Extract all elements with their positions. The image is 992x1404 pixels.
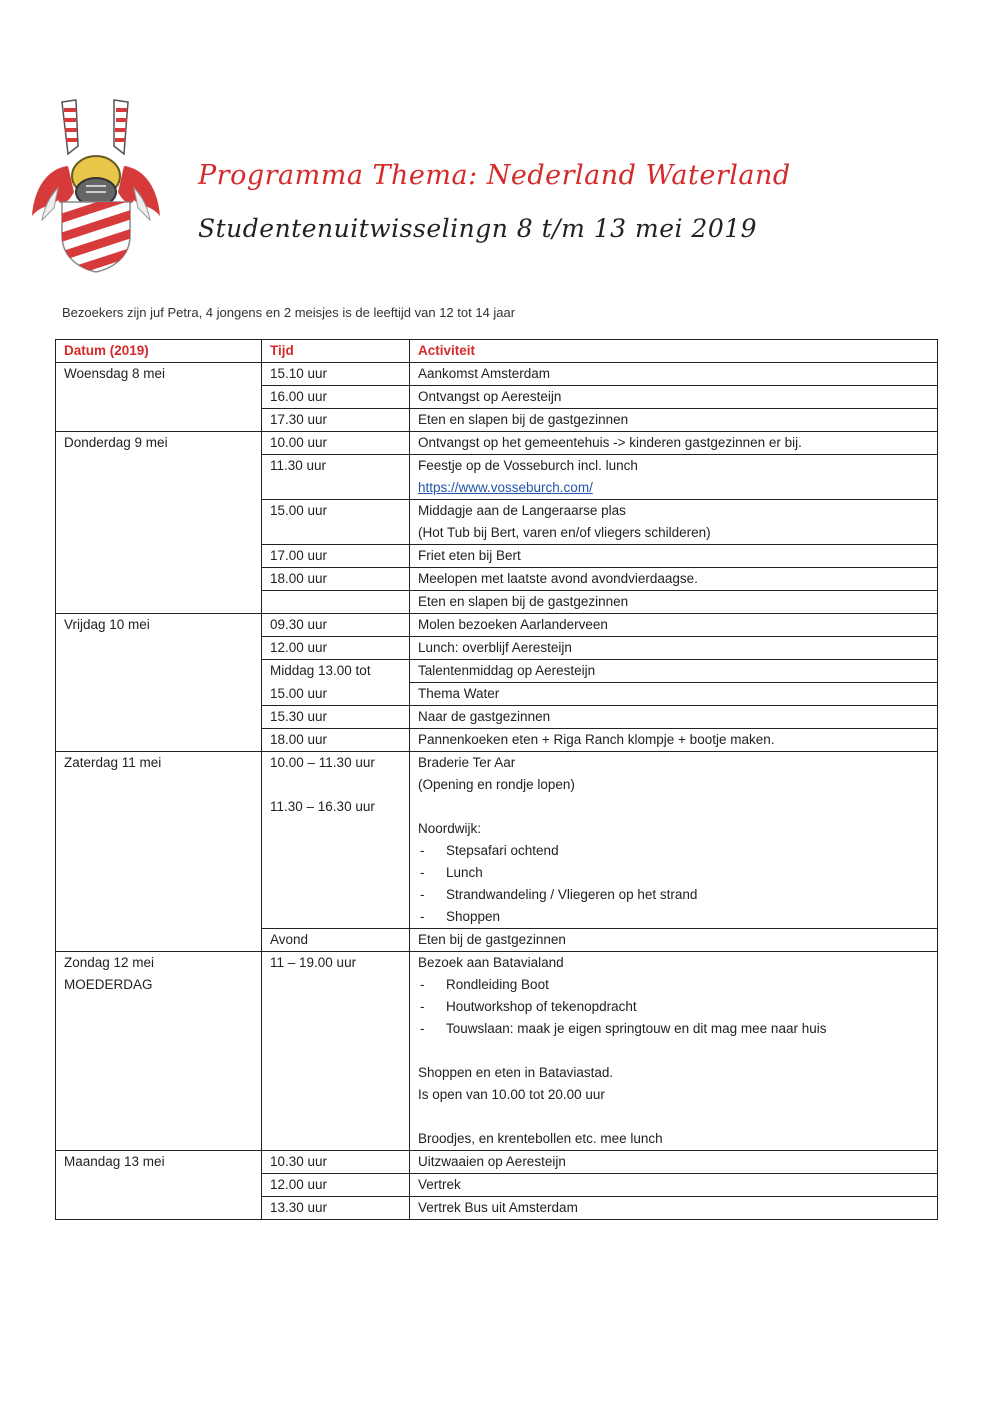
time-text: 15.00 uur: [270, 503, 328, 518]
date-text: Woensdag 8 mei: [64, 366, 166, 381]
date-text: Zondag 12 mei: [64, 955, 155, 970]
date-cell: [56, 952, 262, 1151]
time-cell: [262, 660, 410, 683]
bullet-item: - Touwslaan: maak je eigen springtouw en dit mag mee naar huis: [418, 1018, 929, 1040]
spacer: [270, 591, 401, 613]
spacer: [418, 796, 929, 818]
time-text: 10.00 uur: [270, 435, 328, 450]
activity-text: Thema Water: [418, 686, 500, 701]
activity-text: Noordwijk:: [418, 821, 482, 836]
activity-text: Ontvangst op het gemeentehuis -> kinderen gastgezinnen er bij.: [418, 435, 802, 450]
activity-cell: [410, 952, 938, 1151]
time-text: 15.30 uur: [270, 709, 328, 724]
time-cell: [262, 1151, 410, 1174]
activity-cell: [410, 683, 938, 706]
activity-cell: [410, 432, 938, 455]
time-text: Middag 13.00 tot: [270, 663, 371, 678]
bullet-item: - Houtworkshop of tekenopdracht: [418, 996, 929, 1018]
time-cell: [262, 929, 410, 952]
time-cell: [262, 706, 410, 729]
time-text: 12.00 uur: [270, 1177, 328, 1192]
activity-text: Is open van 10.00 tot 20.00 uur: [418, 1087, 605, 1102]
time-text: 13.30 uur: [270, 1200, 328, 1215]
time-text: 10.30 uur: [270, 1154, 328, 1169]
time-text: 11 – 19.00 uur: [270, 955, 357, 970]
activity-cell: [410, 455, 938, 500]
activity-text: Eten bij de gastgezinnen: [418, 932, 566, 947]
activity-cell: [410, 706, 938, 729]
table-row: [56, 432, 938, 455]
activity-text: Vertrek Bus uit Amsterdam: [418, 1200, 578, 1215]
heraldic-crest-logo: [28, 96, 164, 274]
program-title: Programma Thema: Nederland Waterland: [198, 160, 791, 191]
activity-text: Bezoek aan Batavialand: [418, 955, 564, 970]
activity-text: Vertrek: [418, 1177, 461, 1192]
table-row: [56, 952, 938, 1151]
time-text: 10.00 – 11.30 uur: [270, 755, 375, 770]
time-cell: [262, 500, 410, 545]
activity-cell: [410, 929, 938, 952]
time-cell: [262, 729, 410, 752]
spacer: [270, 774, 401, 796]
time-cell: [262, 1174, 410, 1197]
activity-text: Molen bezoeken Aarlanderveen: [418, 617, 608, 632]
time-cell: [262, 432, 410, 455]
activity-cell: [410, 1151, 938, 1174]
time-text: 17.00 uur: [270, 548, 328, 563]
time-cell: [262, 545, 410, 568]
time-text: 16.00 uur: [270, 389, 328, 404]
activity-text: Eten en slapen bij de gastgezinnen: [418, 594, 629, 609]
time-text: 18.00 uur: [270, 571, 328, 586]
bullet-item: - Lunch: [418, 862, 929, 884]
date-text: Maandag 13 mei: [64, 1154, 165, 1169]
activity-cell: [410, 1197, 938, 1220]
time-cell: [262, 455, 410, 500]
time-text: 18.00 uur: [270, 732, 328, 747]
activity-text: Pannenkoeken eten + Riga Ranch klompje + bootje maken.: [418, 732, 775, 747]
time-cell: [262, 614, 410, 637]
time-cell: [262, 683, 410, 706]
schedule-table: [55, 339, 938, 1220]
date-cell: [56, 614, 262, 752]
time-text: 15.10 uur: [270, 366, 328, 381]
time-text: 12.00 uur: [270, 640, 328, 655]
program-subtitle: Studentenuitwisselingn 8 t/m 13 mei 2019: [198, 214, 758, 243]
activity-text: Friet eten bij Bert: [418, 548, 521, 563]
time-text: 11.30 – 16.30 uur: [270, 799, 375, 814]
activity-cell: [410, 729, 938, 752]
activity-text: (Opening en rondje lopen): [418, 777, 575, 792]
activity-text: Aankomst Amsterdam: [418, 366, 551, 381]
activity-text: Feestje op de Vosseburch incl. lunch: [418, 458, 638, 473]
activity-text: Shoppen en eten in Bataviastad.: [418, 1065, 614, 1080]
activity-text: Middagje aan de Langeraarse plas: [418, 503, 626, 518]
activity-cell: [410, 386, 938, 409]
activity-cell: [410, 614, 938, 637]
date-text: Donderdag 9 mei: [64, 435, 168, 450]
bullet-item: - Stepsafari ochtend: [418, 840, 929, 862]
table-row: [56, 363, 938, 386]
time-cell: [262, 1197, 410, 1220]
bullet-item: - Rondleiding Boot: [418, 974, 929, 996]
activity-text: Meelopen met laatste avond avondvierdaagse.: [418, 571, 698, 586]
spacer: [418, 1106, 929, 1128]
date-cell: [56, 1151, 262, 1220]
bullet-item: - Strandwandeling / Vliegeren op het strand: [418, 884, 929, 906]
activity-cell: [410, 1174, 938, 1197]
website-link[interactable]: https://www.vosseburch.com/: [418, 480, 593, 495]
activity-cell: [410, 500, 938, 545]
time-cell: [262, 752, 410, 929]
activity-cell: [410, 363, 938, 386]
activity-cell: [410, 660, 938, 683]
activity-text: Broodjes, en krentebollen etc. mee lunch: [418, 1131, 663, 1146]
date-cell: [56, 363, 262, 432]
activity-cell: [410, 545, 938, 568]
time-text: 09.30 uur: [270, 617, 328, 632]
spacer: [418, 1040, 929, 1062]
header-activity: Activiteit: [410, 340, 938, 363]
activity-cell: [410, 568, 938, 591]
activity-cell: [410, 591, 938, 614]
schedule-header-row: [56, 340, 938, 363]
date-cell: [56, 752, 262, 952]
date-text: MOEDERDAG: [64, 977, 153, 992]
time-cell: [262, 363, 410, 386]
activity-cell: [410, 752, 938, 929]
time-cell: [262, 409, 410, 432]
time-cell: [262, 637, 410, 660]
time-cell: [262, 591, 410, 614]
date-text: Vrijdag 10 mei: [64, 617, 150, 632]
date-text: Zaterdag 11 mei: [64, 755, 162, 770]
date-cell: [56, 432, 262, 614]
activity-text: Braderie Ter Aar: [418, 755, 516, 770]
time-text: 15.00 uur: [270, 685, 328, 701]
header-time: Tijd: [262, 340, 410, 363]
time-cell: [262, 568, 410, 591]
header-date: Datum (2019): [56, 340, 262, 363]
activity-cell: [410, 637, 938, 660]
activity-text: Naar de gastgezinnen: [418, 709, 551, 724]
activity-text: Ontvangst op Aeresteijn: [418, 389, 562, 404]
table-row: [56, 614, 938, 637]
table-row: [56, 752, 938, 929]
bullet-item: - Shoppen: [418, 906, 929, 928]
activity-cell: [410, 409, 938, 432]
time-cell: [262, 386, 410, 409]
time-text: Avond: [270, 932, 309, 947]
visitors-intro: Bezoekers zijn juf Petra, 4 jongens en 2 meisjes is de leeftijd van 12 tot 14 jaar: [62, 305, 516, 320]
time-text: 11.30 uur: [270, 458, 327, 473]
table-row: [56, 1151, 938, 1174]
activity-text: Uitzwaaien op Aeresteijn: [418, 1154, 566, 1169]
activity-text: Eten en slapen bij de gastgezinnen: [418, 412, 629, 427]
time-cell: [262, 952, 410, 1151]
time-text: 17.30 uur: [270, 412, 328, 427]
activity-text: (Hot Tub bij Bert, varen en/of vliegers schilderen): [418, 525, 711, 540]
activity-text: Lunch: overblijf Aeresteijn: [418, 640, 572, 655]
activity-text: Talentenmiddag op Aeresteijn: [418, 663, 596, 678]
